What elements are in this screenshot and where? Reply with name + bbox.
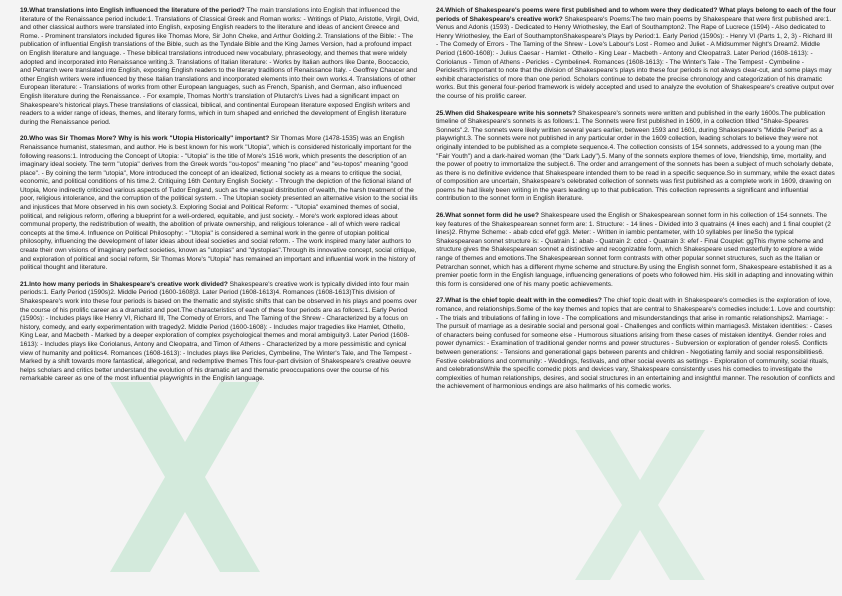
answer-text: The chief topic dealt with in Shakespeare's comedies is the exploration of love, romance, and relationships.Some of the key themes and topics that are central to Shakespeare's comedies include:1. Love and courtship: - The trials and tribulations of falling in love - The complications and misunderstandings that arise in romantic relationships2. Marriage: - The pursuit of marriage as a desirable social and personal goal - Challenges and conflicts within marriages3. Mistaken identities: - Cases of characters being confused for someone else - Humorous situations arising from these cases of mistaken identity4. Gender roles and power dynamics: - Examination of traditional gender norms and power structures - Subversion or exploration of gender roles5. Conflicts between generations: - Tensions and generational gaps between parents and children - Negotiating family and social responsibilities6. Festive celebrations and community: - Weddings, festivals, and other social events as settings - Exploration of community, social rituals, and celebrationsWhile the specific comedic plots and devices vary, Shakespeare consistently uses his comedies to investigate the complexities of human relationships, desires, and social structures in an entertaining and insightful manner. The resolution of conflicts and the achievement of harmonious endings are also hallmarks of his comedic works. <box>436 297 836 391</box>
qa-section <box>436 7 836 102</box>
qa-paragraph <box>20 135 420 273</box>
question-heading: 24.Which of Shakespeare's poems were first published and to whom were they dedicated? What plays belong to each of the four periods of Shakespeare's creative work? <box>436 7 836 23</box>
qa-paragraph <box>20 7 420 127</box>
qa-paragraph <box>436 110 836 205</box>
question-heading: 20.Who was Sir Thomas More? Why is his work "Utopia Historically" important? <box>20 135 270 143</box>
qa-paragraph <box>436 7 836 102</box>
left-column <box>20 7 420 392</box>
qa-section <box>20 281 420 384</box>
answer-text: Sir Thomas More (1478-1535) was an English Renaissance humanist, statesman, and author. He is best known for his work "Utopia", which is considered historically important for the following reasons:1. Introducing the Concept of Utopia: - "Utopia" is the title of More's 1516 work, which presents the description of an imaginary ideal society. The term "utopia" derives from the Greek words "ou-topos" meaning "no place" and "eu-topos" meaning "good place". - By coining the term "utopia", More introduced the concept of an idealized, fictional society as a means to critique the social, economic, and political conditions of his time.2. Critiquing 16th Century English Society: - Through the depiction of the fictional island of Utopia, More indirectly criticized various aspects of Tudor England, such as the unequal distribution of wealth, the harsh treatment of the poor, religious intolerance, and the corruption of the political system. - The Utopian society presented an alternative vision to the social ills and injustices that More observed in his own society.3. Exploring Social and Political Reform: - "Utopia" examined themes of social, political, and religious reform, offering a blueprint for a well-ordered, equitable, and just society. - More's work explored ideas about communal property, the redistribution of wealth, the abolition of private ownership, and religious tolerance - all of which were radical concepts at the time.4. Influence on Political Philosophy: - "Utopia" is considered a seminal work in the genre of utopian political philosophy, influencing the development of later ideas about ideal societies and social reform. - The work inspired many later authors to create their own visions of imaginary perfect societies, known as "utopias" and "dystopias".Through its innovative concept, social critique, and exploration of political and social reform, Sir Thomas More's "Utopia" has remained an important and influential work in the history of political thought and literature. <box>20 135 418 272</box>
qa-paragraph <box>436 212 836 289</box>
qa-section <box>20 7 420 127</box>
question-heading: 26.What sonnet form did he use? <box>436 212 539 220</box>
question-heading: 19.What translations into English influenced the literature of the period? <box>20 7 245 14</box>
question-heading: 25.When did Shakespeare write his sonnets? <box>436 109 577 117</box>
answer-text: Shakespeare's sonnets were written and published in the early 1600s.The publication timeline of Shakespeare's sonnets is as follows:1. The Sonnets were first published in 1609, in a collection titled "Shake-Speares Sonnets".2. The sonnets were likely written several years earlier, between 1593 and 1601, during Shakespeare's "Middle Period" as a playwright.3. The sonnets were not published in any particular order in the 1609 collection, leading scholars to believe they were not originally intended to be published as a complete sequence.4. The collection consists of 154 sonnets, addressed to a young man (the "Fair Youth") and a dark-haired woman (the "Dark Lady").5. Many of the sonnets explore themes of love, friendship, time, mortality, and the power of poetry to immortalize the subject.6. The order and arrangement of the sonnets has been a subject of much scholarly debate, as there is no definitive evidence that Shakespeare intended them to be read in a specific sequence.So in summary, while the exact dates of composition are uncertain, Shakespeare's celebrated collection of sonnets was first published as a complete work in 1609, drawing on poems he had likely been writing in the years leading up to that publication. This collection represents a significant and influential contribution to the sonnet form in English literature. <box>436 109 835 203</box>
watermark-logo <box>90 372 280 582</box>
answer-text: The main translations into English that influenced the literature of the Renaissance period include:1. Translations of Classical Greek and Roman works: - Writings of Plato, Aristotle, Virgil, Ovid, and other classical authors were translated into English, exposing English readers to the literature and ideas of ancient Greece and Rome. - Prominent translators included figures like Thomas More, Sir John Cheke, and Arthur Golding.2. Translations of the Bible: - The publication of influential English translations of the Bible, such as the Tyndale Bible and the King James Version, had a profound impact on English literature and language. - These biblical translations introduced new vocabulary, phraseology, and themes that were widely adopted and incorporated into Renaissance writing.3. Translations of Italian literature: - Works by Italian authors like Dante, Boccaccio, and Petrarch were translated into English, exposing English readers to the literary traditions of Renaissance Italy. - Geoffrey Chaucer and other English writers were influenced by these Italian translations and incorporated elements into their own works.4. Translations of other European literature: - Translations of works from other European languages, such as French, Spanish, and German, also influenced English literature during the Renaissance. - For example, Thomas North's translation of Plutarch's Lives had a significant impact on Shakespeare's historical plays.These translations of classical, biblical, and continental European literature exposed English writers and readers to a wider range of ideas, themes, and literary forms, which in turn shaped and enriched the development of English literature during the Renaissance period. <box>20 7 419 126</box>
right-column <box>436 7 836 400</box>
qa-section <box>436 212 836 289</box>
answer-text: Shakespeare used the English or Shakespearean sonnet form in his collection of 154 sonnets. The key features of the Shakespearean sonnet form are: 1. Structure: - 14 lines - Divided into 3 quatrains (4 lines each) and 1 final couplet (2 lines)2. Rhyme Scheme: - abab cdcd efef gg3. Meter: - Written in iambic pentameter, with 10 syllables per lineSo the typical Shakespearean sonnet structure is: - Quatrain 1: abab - Quatrain 2: cdcd - Quatrain 3: efef - Final Couplet: ggThis rhyme scheme and structure gives the Shakespearean sonnet a distinctive and recognizable form, which Shakespeare used masterfully to explore a wide range of themes and emotions.The Shakespearean sonnet form contrasts with other popular sonnet structures, such as the Italian or Petrarchan sonnet, which has a different rhyme scheme and structure.By using the English sonnet form, Shakespeare established it as a premier poetic form in the English language, influencing generations of poets who followed him. His skill in adapting and innovating within this form is considered one of his many poetic achievements. <box>436 212 834 288</box>
answer-text: Shakespeare's Poems:The two main poems by Shakespeare that were first published are:1. Venus and Adonis (1593) - Dedicated to Henry Wriothesley, the Earl of Southampton2. The Rape of Lucrece (1594) - Also dedicated to Henry Wriothesley, the Earl of SouthamptonShakespeare's Plays by Period:1. Early Period (1590s): - Henry VI (Parts 1, 2, 3) - Richard III - The Comedy of Errors - The Taming of the Shrew - Love's Labour's Lost - Romeo and Juliet - A Midsummer Night's Dream2. Middle Period (1600-1608): - Julius Caesar - Hamlet - Othello - King Lear - Macbeth - Antony and Cleopatra3. Later Period (1608-1613): - Coriolanus - Timon of Athens - Pericles - Cymbeline4. Romances (1608-1613): - The Winter's Tale - The Tempest - Cymbeline - PericlesIt's important to note that the division of Shakespeare's plays into these four periods is not always clear-cut, and some plays may exhibit characteristics of more than one period. Scholars continue to debate the precise chronology and categorization of his dramatic works. But this general four-period framework is widely accepted and used to analyze the evolution of Shakespeare's creative output over the course of his prolific career. <box>436 15 834 100</box>
answer-text: Shakespeare's creative work is typically divided into four main periods:1. Early Period (1590s)2. Middle Period (1600-1608)3. Later Period (1608-1613)4. Romances (1608-1613)This division of Shakespeare's work into these four periods is based on the thematic and stylistic shifts that can be observed in his plays and poems over the course of his prolific career as a dramatist and poet.The characteristics of each of these four periods are as follows:1. Early Period (1590s): - Includes plays like Henry VI, Richard III, The Comedy of Errors, and The Taming of the Shrew - Characterized by a focus on history, comedy, and early experimentation with tragedy2. Middle Period (1600-1608): - Includes major tragedies like Hamlet, Othello, King Lear, and Macbeth - Marked by a deeper exploration of complex psychological themes and moral ambiguity3. Later Period (1608-1613): - Includes plays like Coriolanus, Antony and Cleopatra, and Timon of Athens - Characterized by a more pessimistic and cynical view of humanity and politics4. Romances (1608-1613): - Includes plays like Pericles, Cymbeline, The Winter's Tale, and The Tempest - Marked by a shift towards more fantastical, allegorical, and redemptive themes This four-part division of Shakespeare's creative oeuvre helps scholars and critics better understand the evolution of his dramatic art and thematic preoccupations over the course of his remarkable career as one of the most influential playwrights in the English language. <box>20 280 417 383</box>
question-heading: 21.Into how many periods in Shakespeare's creative work divided? <box>20 280 228 288</box>
question-heading: 27.What is the chief topic dealt with in the comedies? <box>436 297 602 305</box>
qa-paragraph <box>436 297 836 392</box>
watermark-logo-secondary <box>560 420 720 590</box>
qa-section <box>436 297 836 392</box>
qa-section <box>20 135 420 273</box>
qa-section <box>436 110 836 205</box>
qa-paragraph <box>20 281 420 384</box>
